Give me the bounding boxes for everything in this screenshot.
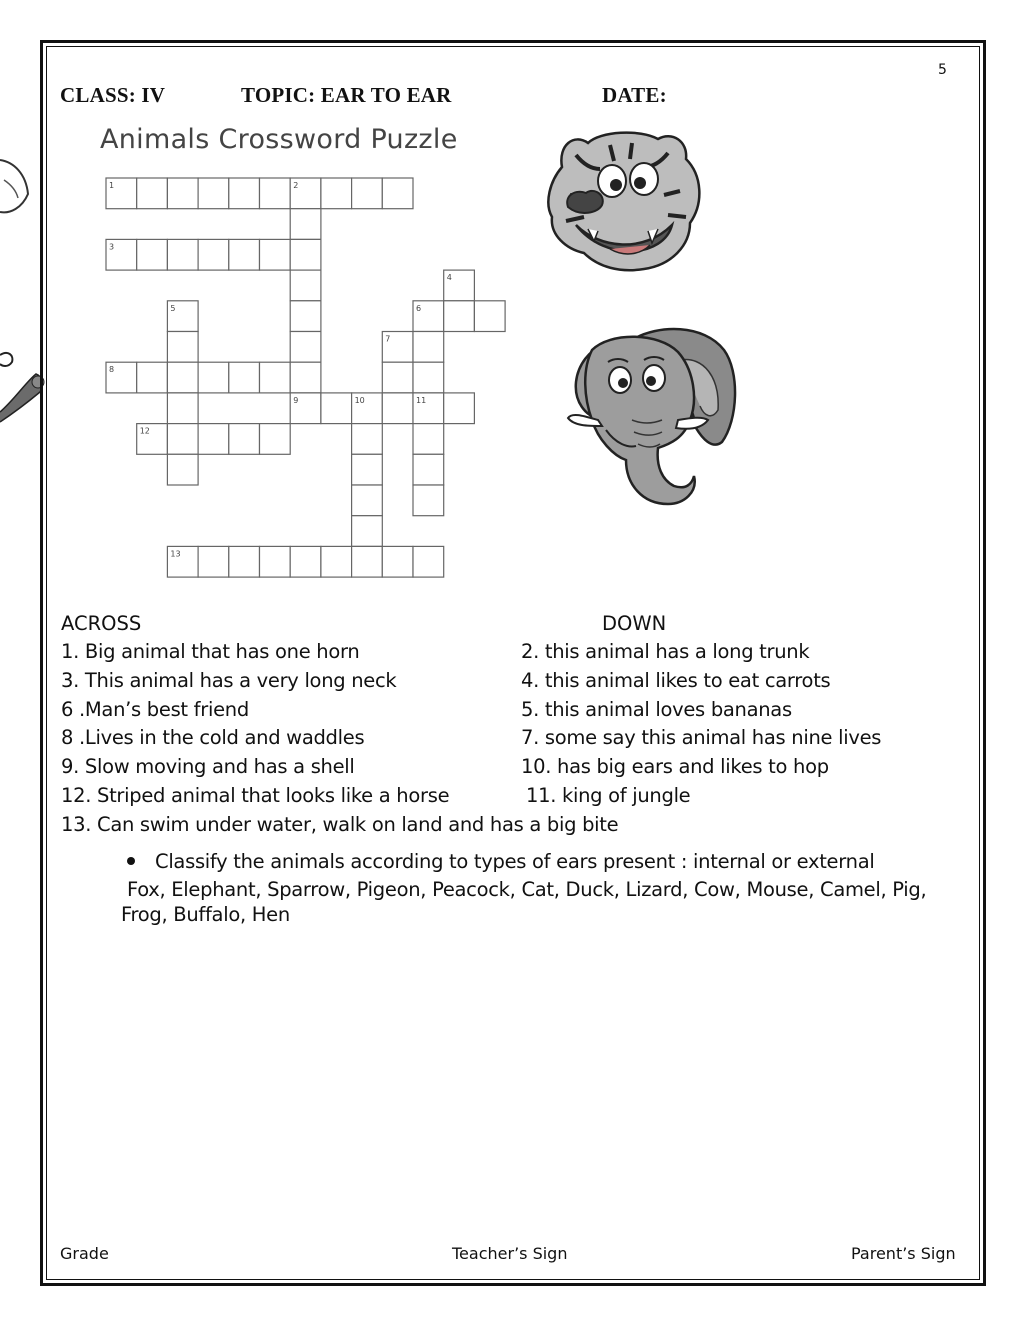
across-clue: 6 .Man’s best friend: [61, 698, 249, 721]
crossword-cell[interactable]: [137, 362, 168, 393]
down-clue: 11. king of jungle: [526, 784, 691, 807]
crossword-cell[interactable]: [413, 485, 444, 516]
activity-animals-line1: Fox, Elephant, Sparrow, Pigeon, Peacock, Cat, Duck, Lizard, Cow, Mouse, Camel, Pig,: [127, 878, 927, 901]
crossword-cell[interactable]: [198, 546, 229, 577]
crossword-cell[interactable]: [290, 239, 321, 270]
down-heading: DOWN: [602, 612, 667, 635]
grade-label: Grade: [60, 1244, 109, 1263]
cell-number: 11: [416, 395, 427, 405]
crossword-cell[interactable]: [290, 301, 321, 332]
page-number: 5: [938, 62, 947, 78]
crossword-cell[interactable]: [321, 546, 352, 577]
activity-instruction: Classify the animals according to types of ears present : internal or external: [155, 850, 875, 873]
cell-number: 4: [446, 273, 452, 283]
crossword-cell[interactable]: [167, 454, 198, 485]
class-label: CLASS: IV: [60, 83, 166, 107]
across-clue: 13. Can swim under water, walk on land and has a big bite: [61, 813, 619, 836]
across-clue: 9. Slow moving and has a shell: [61, 755, 355, 778]
cell-number: 2: [293, 181, 299, 190]
crossword-cell[interactable]: [352, 178, 383, 209]
across-clue: 8 .Lives in the cold and waddles: [61, 726, 365, 749]
teacher-sign-label: Teacher’s Sign: [452, 1244, 568, 1263]
crossword-cell[interactable]: [290, 270, 321, 301]
crossword-cell[interactable]: [444, 393, 475, 424]
crossword-cell[interactable]: [321, 393, 352, 424]
cell-number: 12: [139, 426, 150, 436]
cell-number: 5: [170, 303, 176, 313]
crossword-cell[interactable]: [229, 239, 260, 270]
cell-number: 3: [109, 242, 115, 252]
crossword-cell[interactable]: [167, 393, 198, 424]
crossword-cell[interactable]: [229, 362, 260, 393]
crossword-cell[interactable]: [260, 362, 291, 393]
crossword-cell[interactable]: [260, 239, 291, 270]
down-clue: 2. this animal has a long trunk: [521, 640, 810, 663]
crossword-cell[interactable]: [352, 516, 383, 547]
down-clue: 4. this animal likes to eat carrots: [521, 669, 831, 692]
cell-number: 13: [170, 549, 181, 559]
crossword-cell[interactable]: [413, 332, 444, 363]
crossword-cell[interactable]: [260, 424, 291, 455]
crossword-cell[interactable]: [321, 178, 352, 209]
down-clue: 7. some say this animal has nine lives: [521, 726, 882, 749]
down-clue: 10. has big ears and likes to hop: [521, 755, 829, 778]
crossword-cell[interactable]: [229, 178, 260, 209]
crossword-cell[interactable]: [229, 424, 260, 455]
crossword-cell[interactable]: [382, 362, 413, 393]
crossword-cell[interactable]: [290, 362, 321, 393]
crossword-cell[interactable]: [229, 546, 260, 577]
crossword-cell[interactable]: [260, 546, 291, 577]
crossword-cell[interactable]: [290, 209, 321, 240]
across-clue: 12. Striped animal that looks like a horse: [61, 784, 450, 807]
crossword-cell[interactable]: [137, 178, 168, 209]
elephant-illustration: [562, 320, 742, 510]
crossword-cell[interactable]: [413, 546, 444, 577]
crossword-cell[interactable]: [260, 178, 291, 209]
crossword-cell[interactable]: [352, 454, 383, 485]
crossword-cell[interactable]: [137, 239, 168, 270]
date-label: DATE:: [602, 83, 667, 107]
crossword-cell[interactable]: [444, 301, 475, 332]
crossword-cell[interactable]: [413, 454, 444, 485]
crossword-cell[interactable]: [413, 362, 444, 393]
crossword-cell[interactable]: [290, 546, 321, 577]
crossword-cell[interactable]: [290, 332, 321, 363]
parent-sign-label: Parent’s Sign: [851, 1244, 956, 1263]
topic-label: TOPIC: EAR TO EAR: [241, 83, 452, 107]
down-clue: 5. this animal loves bananas: [521, 698, 792, 721]
crossword-cell[interactable]: [382, 546, 413, 577]
crossword-cell[interactable]: [167, 239, 198, 270]
cell-number: 1: [109, 181, 115, 190]
crossword-cell[interactable]: [167, 178, 198, 209]
cell-number: 6: [416, 303, 422, 313]
crossword-cell[interactable]: [352, 424, 383, 455]
activity-animals-line2: Frog, Buffalo, Hen: [121, 903, 290, 926]
crossword-cell[interactable]: [167, 332, 198, 363]
puzzle-title: Animals Crossword Puzzle: [100, 124, 458, 155]
across-clue: 3. This animal has a very long neck: [61, 669, 397, 692]
cell-number: 9: [293, 395, 299, 405]
crossword-cell[interactable]: [382, 393, 413, 424]
crossword-cell[interactable]: [198, 424, 229, 455]
crossword-cell[interactable]: [352, 546, 383, 577]
bullet-icon: [127, 857, 135, 865]
crossword-cell[interactable]: [198, 239, 229, 270]
tiger-illustration: [540, 125, 710, 275]
crossword-cell[interactable]: [352, 485, 383, 516]
crossword-grid: [98, 170, 518, 580]
cell-number: 10: [354, 395, 365, 405]
crossword-cell[interactable]: [198, 362, 229, 393]
cell-number: 8: [109, 365, 115, 375]
across-clue: 1. Big animal that has one horn: [61, 640, 360, 663]
cell-number: 7: [385, 334, 391, 344]
crossword-cell[interactable]: [167, 424, 198, 455]
across-heading: ACROSS: [61, 612, 142, 635]
crossword-cell[interactable]: [198, 178, 229, 209]
crossword-cell[interactable]: [167, 362, 198, 393]
crossword-cell[interactable]: [413, 424, 444, 455]
crossword-cell[interactable]: [474, 301, 505, 332]
crossword-cell[interactable]: [382, 178, 413, 209]
